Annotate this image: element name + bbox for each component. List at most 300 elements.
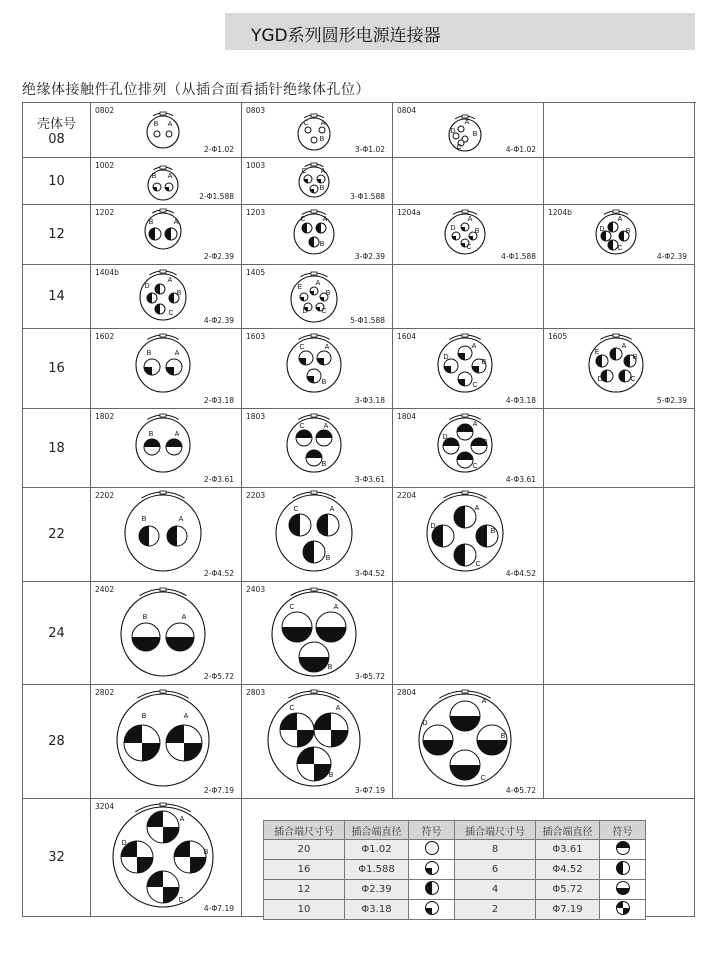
layout-code: 1802	[95, 412, 115, 421]
shell-size-label	[23, 205, 91, 265]
contact-spec: 3-Φ1.588	[350, 192, 385, 201]
pin-letter: C	[472, 463, 478, 470]
contact-spec: 2-Φ2.39	[203, 252, 234, 261]
connector-diagram	[91, 488, 242, 582]
shell-size-number: 24	[48, 625, 65, 641]
legend-size: 8	[455, 840, 536, 860]
table-row	[23, 265, 696, 329]
key-notch	[311, 334, 317, 337]
key-notch	[462, 210, 468, 213]
shell-size-number: 08	[48, 132, 65, 147]
layout-cell	[242, 488, 393, 582]
table-row	[23, 329, 696, 409]
connector-diagram	[91, 799, 242, 917]
legend-header: 插合端直径	[536, 821, 600, 840]
pin-letter: A	[464, 119, 470, 126]
layout-code: 0802	[95, 106, 115, 115]
contact-pin	[305, 127, 311, 133]
pin-letter: A	[467, 216, 473, 223]
pin-symbol	[425, 842, 438, 855]
pin-letter: A	[179, 816, 185, 823]
table-row	[23, 103, 696, 158]
shell-size-label	[23, 685, 91, 799]
contact-pin	[155, 284, 165, 294]
contact-pin	[154, 131, 160, 137]
contact-pin	[304, 175, 312, 183]
contact-pin	[124, 725, 160, 761]
connector-diagram	[91, 582, 242, 685]
legend-row	[264, 840, 646, 860]
shell-size-label	[23, 329, 91, 409]
pin-letter: B	[148, 219, 154, 226]
layout-cell	[91, 205, 242, 265]
layout-cell	[393, 409, 544, 488]
pin-letter: B	[472, 131, 478, 138]
pin-symbol	[616, 902, 629, 915]
layout-code: 2203	[246, 491, 266, 500]
key-notch	[613, 334, 619, 337]
pin-letter: C	[630, 376, 636, 383]
legend-row	[264, 900, 646, 920]
empty-cell	[393, 265, 544, 329]
empty-cell	[544, 103, 695, 158]
pin-letter: A	[183, 713, 189, 720]
shell-size-number: 14	[48, 289, 65, 304]
pin-letter: A	[181, 614, 187, 621]
layout-cell	[393, 685, 544, 799]
contact-spec: 4-Φ2.39	[203, 316, 234, 325]
shell-size-label	[23, 103, 91, 158]
layout-code: 1203	[246, 208, 266, 217]
pin-letter: B	[490, 528, 496, 535]
pin-letter: A	[320, 120, 326, 127]
layout-code: 3204	[95, 802, 115, 811]
legend-symbol	[409, 880, 455, 900]
contact-spec: 2-Φ4.52	[203, 569, 234, 578]
legend-size: 4	[455, 880, 536, 900]
contact-pin	[147, 293, 157, 303]
layout-cell	[544, 329, 695, 409]
pin-letter: C	[289, 705, 295, 712]
pin-letter: C	[301, 168, 307, 175]
layout-cell	[91, 685, 242, 799]
contact-pin	[454, 544, 476, 566]
pin-letter: A	[322, 216, 328, 223]
shell-size-number: 12	[48, 227, 65, 242]
legend-diameter: Φ7.19	[536, 900, 600, 920]
pin-letter: C	[300, 216, 306, 223]
key-notch	[613, 210, 619, 213]
pin-letter: D	[144, 283, 150, 290]
pin-letter: C	[178, 897, 184, 904]
connector-outline	[147, 116, 179, 148]
contact-pin	[166, 359, 182, 375]
contact-spec: 4-Φ3.18	[505, 396, 536, 405]
shell-size-number: 32	[48, 850, 65, 865]
layout-cell	[393, 205, 544, 265]
shell-size-label	[23, 582, 91, 685]
contact-pin	[444, 359, 458, 373]
empty-cell	[393, 582, 544, 685]
layout-code: 2202	[95, 491, 115, 500]
layout-cell	[242, 582, 393, 685]
contact-pin	[155, 304, 165, 314]
contact-pin	[454, 506, 476, 528]
pin-symbol-icon	[615, 880, 631, 896]
contact-pin	[458, 126, 464, 132]
pin-letter: D	[442, 434, 448, 441]
connector-diagram	[242, 582, 393, 685]
table-row	[23, 488, 696, 582]
contact-pin	[450, 701, 480, 731]
pin-letter: C	[475, 561, 481, 568]
pin-letter: B	[625, 228, 631, 235]
layout-cell	[91, 265, 242, 329]
layout-code: 1204b	[548, 208, 572, 217]
legend-size: 16	[264, 860, 345, 880]
contact-pin	[166, 439, 182, 455]
legend-row	[264, 860, 646, 880]
layout-code: 1202	[95, 208, 115, 217]
pin-letter: D	[450, 128, 456, 135]
shell-size-label	[23, 409, 91, 488]
empty-cell	[544, 265, 695, 329]
pin-letter: B	[142, 614, 148, 621]
pin-letter: B	[482, 439, 488, 446]
layout-cell	[393, 329, 544, 409]
layout-code: 1605	[548, 332, 568, 341]
key-notch	[160, 166, 166, 169]
contact-spec: 3-Φ5.72	[354, 672, 385, 681]
pin-symbol-icon	[424, 840, 440, 856]
contact-pin	[319, 127, 325, 133]
shell-size-label	[23, 158, 91, 205]
contact-spec: 5-Φ2.39	[656, 396, 687, 405]
pin-letter: D	[597, 376, 603, 383]
empty-cell	[544, 158, 695, 205]
contact-spec: 2-Φ1.588	[199, 192, 234, 201]
layout-code: 1003	[246, 161, 266, 170]
legend-diameter: Φ4.52	[536, 860, 600, 880]
pin-letter: D	[121, 840, 127, 847]
contact-pin	[457, 424, 473, 440]
section-subtitle: 绝缘体接触件孔位排列（从插合面看插针绝缘体孔位）	[22, 82, 370, 98]
pin-letter: B	[327, 664, 333, 671]
contact-pin	[316, 223, 326, 233]
layout-cell	[242, 103, 393, 158]
key-notch	[311, 414, 317, 417]
table-row	[23, 158, 696, 205]
pin-letter: B	[481, 359, 487, 366]
pin-letter: B	[325, 290, 331, 297]
legend-diameter: Φ3.61	[536, 840, 600, 860]
key-notch	[311, 163, 317, 166]
pin-symbol-icon	[615, 840, 631, 856]
contact-pin	[296, 430, 312, 446]
contact-spec: 4-Φ4.52	[505, 569, 536, 578]
connector-diagram	[393, 488, 544, 582]
layout-code: 0803	[246, 106, 266, 115]
table-row	[23, 582, 696, 685]
legend-diameter: Φ5.72	[536, 880, 600, 900]
pin-letter: A	[617, 216, 623, 223]
layout-code: 2803	[246, 688, 266, 697]
pin-letter: B	[321, 379, 327, 386]
layout-cell	[242, 265, 393, 329]
contact-pin	[423, 725, 453, 755]
key-notch	[311, 491, 317, 494]
contact-pin	[310, 185, 318, 193]
layout-code: 1803	[246, 412, 266, 421]
key-notch	[311, 114, 317, 117]
layout-code: 1604	[397, 332, 417, 341]
pin-letter: D	[443, 354, 449, 361]
key-notch	[160, 690, 166, 693]
contact-spec: 4-Φ5.72	[505, 786, 536, 795]
pin-letter: A	[335, 705, 341, 712]
pin-letter: B	[141, 516, 147, 523]
key-notch	[462, 414, 468, 417]
connector-diagram	[242, 685, 393, 799]
pin-symbol-icon	[424, 860, 440, 876]
layout-code: 2802	[95, 688, 115, 697]
contact-pin	[458, 372, 472, 386]
pin-letter: C	[456, 144, 462, 151]
layout-cell	[393, 488, 544, 582]
legend-diameter: Φ2.39	[345, 880, 409, 900]
pin-letter: A	[621, 343, 627, 350]
contact-pin	[300, 293, 308, 301]
contact-pin	[302, 223, 312, 233]
pin-letter: D	[422, 720, 428, 727]
layout-code: 1804	[397, 412, 417, 421]
pin-letter: C	[293, 506, 299, 513]
contact-pin	[317, 175, 325, 183]
contact-pin	[147, 871, 179, 903]
key-notch	[462, 690, 468, 693]
contact-pin	[174, 841, 206, 873]
layout-code: 0804	[397, 106, 417, 115]
pin-letter: B	[146, 350, 152, 357]
contact-pin	[311, 137, 317, 143]
pin-letter: C	[303, 120, 309, 127]
layout-cell	[242, 685, 393, 799]
pin-symbol-icon	[615, 860, 631, 876]
pin-letter: C	[617, 245, 623, 252]
key-notch	[462, 334, 468, 337]
key-notch	[311, 588, 317, 591]
pin-symbol-icon	[424, 900, 440, 916]
contact-spec: 5-Φ1.588	[350, 316, 385, 325]
empty-cell	[544, 488, 695, 582]
pin-symbol	[425, 902, 438, 915]
legend-symbol	[600, 860, 646, 880]
pin-letter: B	[632, 354, 638, 361]
legend-size: 6	[455, 860, 536, 880]
pin-letter: A	[320, 168, 326, 175]
layout-cell	[91, 103, 242, 158]
contact-spec: 4-Φ1.588	[501, 252, 536, 261]
pin-symbol	[425, 862, 438, 875]
contact-pin	[619, 370, 631, 382]
pin-letter: A	[333, 604, 339, 611]
pin-letter: B	[328, 772, 334, 779]
pin-letter: C	[321, 308, 327, 315]
pin-letter: B	[325, 555, 331, 562]
connector-diagram	[393, 685, 544, 799]
contact-pin	[144, 359, 160, 375]
pin-symbol-icon	[615, 900, 631, 916]
layout-cell	[242, 329, 393, 409]
legend-row	[264, 880, 646, 900]
contact-pin	[165, 183, 173, 191]
layout-cell	[91, 799, 242, 917]
contact-spec: 4-Φ3.61	[505, 475, 536, 484]
pin-letter: D	[450, 225, 456, 232]
layout-code: 2204	[397, 491, 417, 500]
contact-spec: 4-Φ7.19	[203, 904, 234, 913]
pin-letter: C	[299, 423, 305, 430]
contact-pin	[608, 222, 618, 232]
contact-pin	[452, 232, 460, 240]
pin-symbol	[616, 862, 629, 875]
pin-letter: A	[167, 277, 173, 284]
empty-cell	[544, 685, 695, 799]
legend-size: 20	[264, 840, 345, 860]
contact-pin	[450, 750, 480, 780]
key-notch	[160, 414, 166, 417]
pin-letter: B	[176, 290, 182, 297]
pin-letter: C	[480, 775, 486, 782]
pin-letter: A	[167, 121, 173, 128]
pin-letter: C	[466, 244, 472, 251]
layout-table	[22, 102, 696, 917]
contact-pin	[280, 713, 314, 747]
pin-letter: A	[329, 506, 335, 513]
legend-symbol	[409, 860, 455, 880]
contact-pin	[307, 369, 321, 383]
contact-pin	[289, 514, 311, 536]
pin-letter: A	[481, 698, 487, 705]
contact-pin	[132, 623, 160, 651]
contact-pin	[165, 228, 177, 240]
pin-letter: D	[430, 523, 436, 530]
shell-size-number: 22	[48, 527, 65, 542]
contact-spec: 2-Φ3.18	[203, 396, 234, 405]
layout-cell	[91, 158, 242, 205]
legend-header-row	[264, 821, 646, 840]
contact-spec: 2-Φ7.19	[203, 786, 234, 795]
pin-letter: E	[594, 349, 600, 356]
layout-cell	[393, 103, 544, 158]
legend-header: 符号	[600, 821, 646, 840]
pin-letter: A	[174, 431, 180, 438]
pin-letter: D	[302, 308, 308, 315]
key-notch	[462, 491, 468, 494]
pin-letter: A	[323, 423, 329, 430]
contact-pin	[166, 131, 172, 137]
pin-letter: E	[297, 284, 303, 291]
legend-header: 符号	[409, 821, 455, 840]
contact-spec: 4-Φ1.02	[505, 145, 536, 154]
contact-pin	[166, 623, 194, 651]
layout-cell	[91, 488, 242, 582]
legend-symbol	[409, 900, 455, 920]
contact-pin	[610, 348, 622, 360]
shell-size-number: 16	[48, 361, 65, 376]
contact-pin	[299, 351, 313, 365]
shell-size-number: 28	[48, 734, 65, 749]
pin-letter: A	[174, 350, 180, 357]
connector-outline	[291, 276, 337, 322]
contact-pin	[303, 541, 325, 563]
key-notch	[311, 690, 317, 693]
legend-header: 插合端尺寸号	[455, 821, 536, 840]
connector-diagram	[91, 685, 242, 799]
pin-symbol	[616, 882, 629, 895]
legend-size: 12	[264, 880, 345, 900]
pin-symbol-icon	[424, 880, 440, 896]
legend-symbol	[409, 840, 455, 860]
contact-pin	[282, 612, 312, 642]
contact-pin	[458, 346, 472, 360]
pin-letter: A	[315, 280, 321, 287]
contact-pin	[316, 430, 332, 446]
key-notch	[160, 112, 166, 115]
shell-size-heading: 壳体号	[36, 117, 76, 132]
contact-pin	[314, 713, 348, 747]
key-notch	[462, 115, 468, 118]
contact-pin	[596, 355, 608, 367]
legend-diameter: Φ1.588	[345, 860, 409, 880]
pin-letter: B	[319, 241, 325, 248]
key-notch	[160, 334, 166, 337]
contact-spec: 4-Φ2.39	[656, 252, 687, 261]
pin-letter: C	[168, 310, 174, 317]
header-bar	[225, 13, 695, 50]
contact-pin	[147, 811, 179, 843]
contact-pin	[316, 612, 346, 642]
legend-symbol	[600, 840, 646, 860]
contact-pin	[306, 450, 322, 466]
pin-letter: B	[321, 461, 327, 468]
contact-pin	[461, 223, 469, 231]
layout-code: 2403	[246, 585, 266, 594]
connector-outline	[287, 338, 341, 392]
key-notch	[311, 272, 317, 275]
pin-letter: A	[324, 344, 330, 351]
legend-diameter: Φ1.02	[345, 840, 409, 860]
layout-code: 1602	[95, 332, 115, 341]
legend-size: 10	[264, 900, 345, 920]
pin-letter: B	[141, 713, 147, 720]
pin-letter: B	[319, 136, 325, 143]
pin-letter: B	[151, 173, 157, 180]
pin-letter: C	[289, 604, 295, 611]
table-row	[23, 205, 696, 265]
contact-spec: 3-Φ2.39	[354, 252, 385, 261]
layout-cell	[91, 329, 242, 409]
legend-size: 2	[455, 900, 536, 920]
layout-code: 1405	[246, 268, 266, 277]
contact-pin	[310, 287, 318, 295]
layout-cell	[242, 409, 393, 488]
shell-size-label	[23, 488, 91, 582]
layout-cell	[242, 205, 393, 265]
key-notch	[160, 270, 166, 273]
contact-pin	[167, 526, 187, 546]
contact-spec: 3-Φ7.19	[354, 786, 385, 795]
